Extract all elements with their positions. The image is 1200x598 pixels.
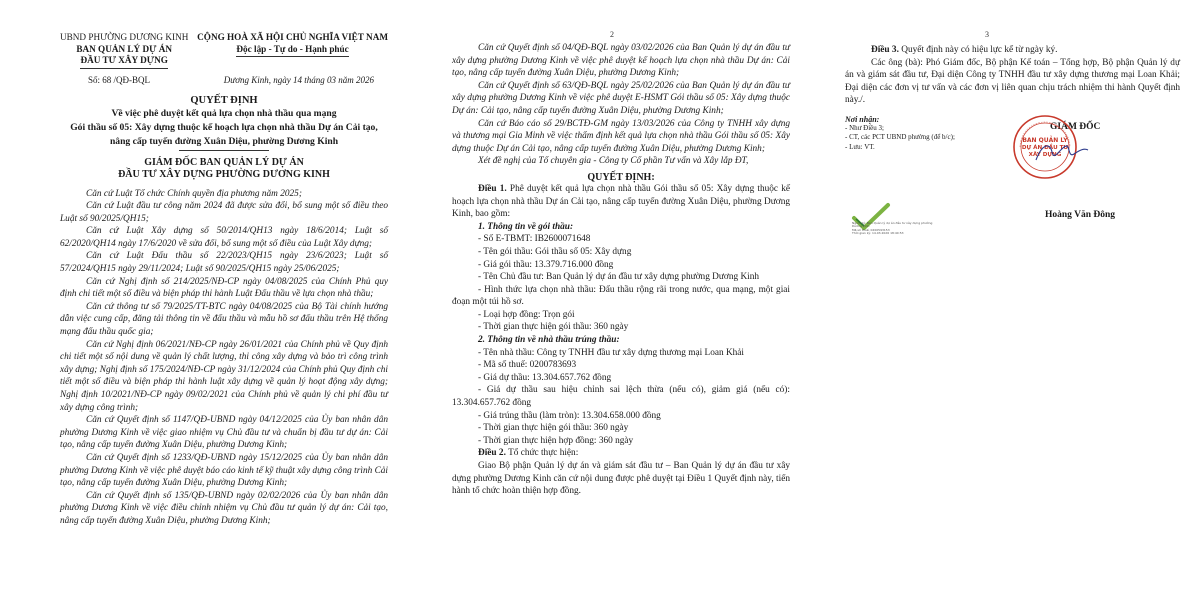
- article-1-label: Điều 1.: [478, 183, 507, 194]
- package-info-item: - Loại hợp đồng: Trọn gói: [478, 309, 575, 320]
- winner-info-item: - Mã số thuế: 0200783693: [478, 360, 577, 371]
- document-page-1: [0, 0, 400, 598]
- legal-basis-item: Xét đề nghị của Tổ chuyên gia - Công ty Cổ phần Tư vấn và Xây lắp ĐT,: [478, 156, 749, 167]
- winner-info-item: - Giá trúng thầu (làm tròn): 13.304.658.000 đồng: [478, 410, 661, 421]
- package-info-item: - Tên Chủ đầu tư: Ban Quản lý dự án đầu tư xây dựng phường Dương Kinh: [478, 272, 760, 283]
- section-1-title: 1. Thông tin về gói thầu:: [478, 221, 574, 232]
- package-info-item: - Giá gói thầu: 13.379.716.000 đồng: [478, 259, 614, 270]
- recipient-item: - Lưu: VT.: [845, 142, 875, 151]
- handwritten-signature-icon: [1032, 138, 1092, 168]
- legal-basis-item: Căn cứ Quyết định số 1147/QĐ-UBND ngày 04/12/2025 của Ủy ban nhân dân phường Dương Kinh về việc giao nhiệm vụ Chủ đầu tư và chuẩn bị đầu tư dự án: Cải tạo, nâng cấp tuyến đường Xuân Diệu, phường Dương Kinh;: [60, 415, 388, 451]
- article-1-text: Phê duyệt kết quả lựa chọn nhà thầu Gói thầu số 05: Xây dựng thuộc kế hoạch lựa chọn nhà thầu Dự án Cải tạo, nâng cấp tuyến đường Xuân Diệu, phường Dương Kinh, bao gồm:: [452, 183, 790, 220]
- article-1: [452, 183, 790, 221]
- winner-info-item: - Tên nhà thầu: Công ty TNHH đầu tư xây dựng thương mại Loan Khải: [478, 347, 745, 358]
- subject-line-1: Về việc phê duyệt kết quả lựa chọn nhà thầu qua mạng: [111, 107, 337, 119]
- legal-basis-item: Căn cứ Nghị định số 214/2025/NĐ-CP ngày 04/08/2025 của Chính Phủ quy định chi tiết một số điều và biện pháp thi hành Luật Đấu thầu về lựa chọn nhà thầu;: [60, 276, 388, 300]
- national-motto: Độc lập - Tự do - Hạnh phúc: [197, 44, 388, 58]
- article-2-text: Giao Bộ phận Quản lý dự án và giám sát đầu tư – Ban Quản lý dự án đầu tư xây dựng phường Dương Kinh căn cứ nội dung được phê duyệt tại Điều 1 Quyết định này, tiến hành tổ chức hoàn thiện hợp đồng.: [452, 461, 790, 497]
- decision-heading: QUYẾT ĐỊNH:: [587, 171, 655, 183]
- cert-line: Mã số thuế: 0200593153: [852, 227, 890, 232]
- agency-line-1: UBND PHƯỜNG DƯƠNG KINH: [60, 32, 189, 42]
- legal-basis-item: Căn cứ Quyết định số 135/QĐ-UBND ngày 02/02/2026 của Ủy ban nhân dân phường Dương Kinh về việc điều chỉnh nhiệm vụ Chủ đầu tư quản lý dự án: Cải tạo, nâng cấp tuyến đường Xuân Diệu, phường Dương Kinh;: [60, 490, 388, 526]
- signer-title: GIÁM ĐỐC: [1050, 122, 1101, 132]
- article-3-label: Điều 3.: [871, 45, 899, 55]
- place-date: Dương Kinh, ngày 14 tháng 03 năm 2026: [223, 74, 374, 85]
- legal-basis-item: Căn cứ Luật Tổ chức Chính quyền địa phương năm 2025;: [86, 188, 302, 199]
- document-page-2: [400, 0, 800, 598]
- document-number: Số: 68 /QĐ-BQL: [88, 74, 151, 85]
- article-3-text: Quyết định này có hiệu lực kể từ ngày ký.: [901, 45, 1058, 55]
- cert-line: Dương Kinh: [852, 224, 870, 229]
- divider: [179, 150, 269, 151]
- subject-line-2: Gói thầu số 05: Xây dựng thuộc kế hoạch lựa chọn nhà thầu Dự án Cải tạo,: [70, 121, 378, 133]
- legal-basis-item: Căn cứ Quyết định số 63/QĐ-BQL ngày 25/02/2026 của Ban Quản lý dự án đầu tư xây dựng phường Dương Kinh về việc phê duyệt E-HSMT Gói thầu số 05: Xây dựng thuộc Dự án: Cải tạo, nâng cấp tuyến đường Xuân Diệu, phường Dương Kinh;: [452, 80, 790, 116]
- cert-line: Thời gian ký: 14.03.2026 18:40:53: [852, 231, 904, 236]
- section-2-title: 2. Thông tin về nhà thầu trúng thầu:: [478, 335, 620, 346]
- legal-basis-list: [452, 42, 790, 168]
- recipient-item: - Như Điều 3;: [845, 123, 884, 132]
- article-2-title: Tổ chức thực hiện:: [508, 448, 579, 459]
- package-info-item: - Hình thức lựa chọn nhà thầu: Đấu thầu rộng rãi trong nước, qua mạng, một giai đoạn một túi hồ sơ.: [452, 284, 790, 308]
- document-page-3: [800, 0, 1200, 598]
- legal-basis-item: Căn cứ thông tư số 79/2025/TT-BTC ngày 04/08/2025 của Bộ Tài chính hướng dẫn việc cung cấp, đăng tải thông tin về đấu thầu và mẫu hồ sơ đấu thầu trên Hệ thống mạng đấu thầu quốc gia;: [60, 301, 388, 338]
- winner-info-item: - Giá dự thầu: 13.304.657.762 đồng: [478, 372, 612, 383]
- authority-line-2: ĐẦU TƯ XÂY DỰNG PHƯỜNG DƯƠNG KINH: [118, 169, 330, 180]
- agency-line-2: BAN QUẢN LÝ DỰ ÁN: [76, 43, 172, 54]
- legal-basis-item: Căn cứ Luật Đấu thầu số 22/2023/QH15 ngày 23/6/2023; Luật số 57/2024/QH15 ngày 29/11/2024; Luật số 90/2025/QH15 ngày 25/06/2025;: [60, 251, 388, 275]
- winner-info-item: - Giá dự thầu sau hiệu chỉnh sai lệch thừa (nếu có), giảm giá (nếu có): 13.304.657.762 đồng: [452, 385, 790, 409]
- cert-line: Người ký: Ban Quản lý dự án đầu tư xây dựng phường: [852, 221, 933, 225]
- winner-info-item: - Thời gian thực hiện hợp đồng: 360 ngày: [478, 435, 634, 446]
- package-info-item: - Số E-TBMT: IB2600071648: [478, 234, 591, 245]
- svg-text:BAN QUẢN LÝ: BAN QUẢN LÝ: [1022, 137, 1068, 144]
- agency-line-3: ĐẦU TƯ XÂY DỰNG: [60, 55, 188, 69]
- legal-basis-item: Căn cứ Quyết định số 1233/QĐ-UBND ngày 15/12/2025 của Ủy ban nhân dân phường Dương Kinh về việc phê duyệt báo cáo kinh tế kỹ thuật xây dựng công trình Cải tạo, nâng cấp tuyến đường Xuân Diệu, phường Dương Kinh;: [60, 452, 388, 489]
- svg-text:DỰ ÁN ĐẦU TƯ: DỰ ÁN ĐẦU TƯ: [1021, 145, 1069, 151]
- recipients-title: Nơi nhận:: [845, 114, 880, 124]
- article-2: [452, 447, 790, 460]
- legal-basis-item: Căn cứ Quyết định số 04/QĐ-BQL ngày 03/02/2026 của Ban Quản lý dự án đầu tư xây dựng phường Dương Kinh về việc phê duyệt kế hoạch lựa chọn nhà thầu Dự án: Cải tạo, nâng cấp tuyến đường Xuân Diệu, phường Dương Kinh;: [452, 43, 790, 79]
- page-number: 3: [985, 30, 989, 39]
- legal-basis-item: Căn cứ Luật đầu tư công năm 2024 đã được sửa đổi, bổ sung một số điều theo Luật số 90/2025/QH15;: [60, 201, 388, 224]
- svg-text:XÂY DỰNG: XÂY DỰNG: [1028, 152, 1062, 158]
- legal-basis-item: Căn cứ Nghị định 06/2021/NĐ-CP ngày 26/01/2021 của Chính phủ về Quy định chi tiết một số nội dung về quản lý chất lượng, thi công xây dựng và bảo trì công trình xây dựng; Nghị định số 175/2024/NĐ-CP ngày 31/12/2024 của Chính phủ Quy định chi tiết một số điều và biện pháp thi hành luật xây dựng về quản lý hoạt động xây dựng; Nghị định 10/2021/NĐ-CP ngày 09/02/2021 của Chính phủ về quản lý chi phí đầu tư xây dựng công trình;: [60, 339, 388, 413]
- legal-basis-list: [60, 188, 388, 528]
- package-info-item: - Tên gói thầu: Gói thầu số 05: Xây dựng: [478, 246, 632, 257]
- page-number: 2: [610, 30, 614, 39]
- national-heading: [197, 32, 388, 69]
- digital-signature-info: [852, 222, 932, 236]
- article-3-paragraph: Các ông (bà): Phó Giám đốc, Bộ phận Kế toán – Tổng hợp, Bộ phận Quản lý dự án và giám sát đầu tư, Đại diện Công ty TNHH đầu tư xây dựng thương mại Loan Khải; Đại diện các đơn vị tư vấn và các đơn vị liên quan chịu trách nhiệm thi hành Quyết định này./.: [845, 57, 1180, 106]
- article-2-label: Điều 2.: [478, 448, 506, 459]
- legal-basis-item: Căn cứ Luật Xây dựng số 50/2014/QH13 ngày 18/6/2014; Luật số 62/2020/QH14 ngày 17/6/2020 về sửa đổi, bổ sung một số điều của Luật Xây dựng;: [60, 226, 388, 249]
- legal-basis-item: Căn cứ Báo cáo số 29/BCTĐ-GM ngày 13/03/2026 của Công ty TNHH xây dựng và thương mại Gia Minh về việc thẩm định kết quả lựa chọn nhà thầu Gói thầu số 05: Xây dựng thuộc Dự án Cải tạo, nâng cấp tuyến đường Xuân Diệu, phường Dương Kinh;: [452, 118, 790, 154]
- article-3: [845, 44, 1180, 57]
- issuing-agency: [60, 32, 188, 69]
- subject-line-3: nâng cấp tuyến đường Xuân Diệu, phường Dương Kinh: [109, 135, 339, 147]
- recipients-block: [845, 115, 995, 153]
- authority-line-1: GIÁM ĐỐC BAN QUẢN LÝ DỰ ÁN: [144, 156, 304, 168]
- signer-name: Hoàng Văn Đông: [1045, 210, 1116, 220]
- recipient-item: - CT, các PCT UBND phường (để b/c);: [845, 133, 955, 142]
- package-info-item: - Thời gian thực hiện gói thầu: 360 ngày: [478, 322, 629, 333]
- nation-name: CỘNG HOÀ XÃ HỘI CHỦ NGHĨA VIỆT NAM: [197, 32, 388, 42]
- document-header: [60, 32, 388, 69]
- document-type: QUYẾT ĐỊNH: [190, 94, 258, 106]
- winner-info-item: - Thời gian thực hiện gói thầu: 360 ngày: [478, 423, 629, 434]
